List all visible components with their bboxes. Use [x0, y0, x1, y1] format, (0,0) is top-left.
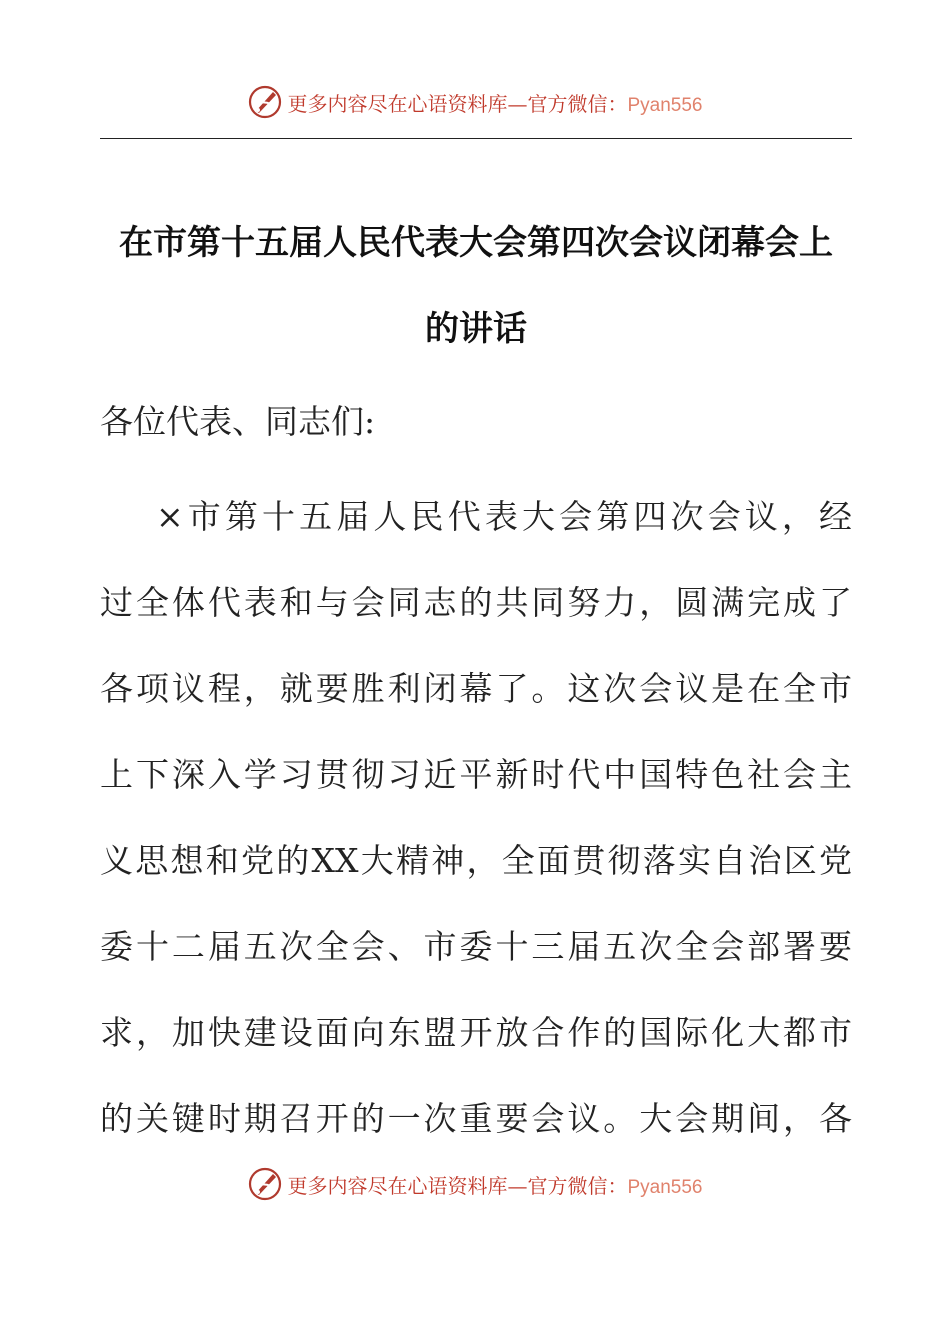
- banner-text: 更多内容尽在心语资料库—官方微信：Pyan556: [287, 1173, 703, 1198]
- body-line: 求，加快建设面向东盟开放合作的国际化大都市: [100, 1013, 852, 1052]
- body-line: 的关键时期召开的一次重要会议。大会期间，各: [100, 1099, 852, 1138]
- header-divider: [100, 138, 852, 139]
- body-line: 过全体代表和与会同志的共同努力，圆满完成了: [100, 583, 852, 622]
- body-line: ×市第十五届人民代表大会第四次会议，经: [156, 497, 852, 536]
- footer-banner: [0, 1162, 950, 1206]
- title-line-2: 的讲话: [425, 309, 527, 349]
- body-line: 各项议程，就要胜利闭幕了。这次会议是在全市: [100, 669, 852, 708]
- header-banner: [0, 80, 950, 124]
- body-line: 委十二届五次全会、市委十三届五次全会部署要: [100, 927, 852, 966]
- wechat-id: Pyan556: [627, 1176, 703, 1198]
- salutation: 各位代表、同志们:: [100, 402, 376, 441]
- speech-body: [100, 490, 852, 1178]
- quill-pen-logo-icon: [247, 84, 283, 120]
- body-line: 义思想和党的XX大精神，全面贯彻落实自治区党: [100, 841, 852, 880]
- banner-text: 更多内容尽在心语资料库—官方微信：Pyan556: [287, 91, 703, 116]
- quill-pen-logo-icon: [247, 1166, 283, 1202]
- wechat-id: Pyan556: [627, 94, 703, 116]
- title-line-1: 在市第十五届人民代表大会第四次会议闭幕会上: [119, 223, 833, 263]
- body-line: 上下深入学习贯彻习近平新时代中国特色社会主: [100, 755, 852, 794]
- document-title: [100, 200, 852, 372]
